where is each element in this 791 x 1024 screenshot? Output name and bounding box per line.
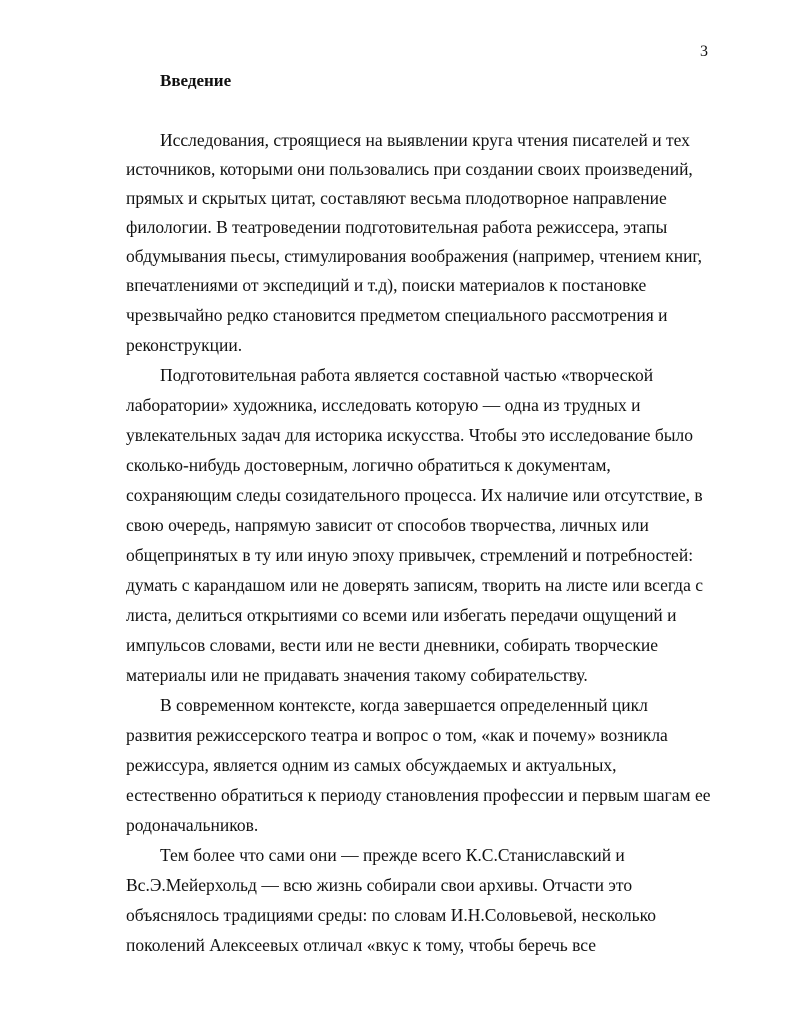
text-line: прямых и скрытых цитат, составляют весьма плодотворное направление bbox=[126, 188, 667, 208]
text-line: объяснялось традициями среды: по словам И.Н.Соловьевой, несколько bbox=[126, 905, 656, 925]
text-line: обдумывания пьесы, стимулирования воображения (например, чтением книг, bbox=[126, 246, 703, 266]
text-line: чрезвычайно редко становится предметом специального рассмотрения и bbox=[126, 305, 668, 325]
text-line: листа, делиться открытиями со всеми или избегать передачи ощущений и bbox=[126, 605, 677, 625]
text-line: Исследования, строящиеся на выявлении круга чтения писателей и тех bbox=[160, 130, 690, 150]
text-line: свою очередь, напрямую зависит от способов творчества, личных или bbox=[126, 515, 649, 535]
page-number: 3 bbox=[700, 43, 708, 60]
text-line: естественно обратиться к периоду становления профессии и первым шагам ее bbox=[126, 785, 711, 805]
text-line: родоначальников. bbox=[126, 815, 259, 835]
section-heading: Введение bbox=[160, 71, 232, 90]
text-line: общепринятых в ту или иную эпоху привычек, стремлений и потребностей: bbox=[126, 545, 694, 565]
text-line: сохраняющим следы созидательного процесса. Их наличие или отсутствие, в bbox=[126, 485, 703, 505]
text-line: филологии. В театроведении подготовительная работа режиссера, этапы bbox=[126, 217, 668, 237]
text-line: впечатлениями от экспедиций и т.д), поиски материалов к постановке bbox=[126, 275, 647, 295]
text-line: Подготовительная работа является составной частью «творческой bbox=[160, 365, 654, 385]
text-line: импульсов словами, вести или не вести дневники, собирать творческие bbox=[126, 635, 659, 655]
text-line: режиссура, является одним из самых обсуждаемых и актуальных, bbox=[126, 755, 617, 775]
text-line: источников, которыми они пользовались при создании своих произведений, bbox=[126, 159, 693, 179]
text-line: развития режиссерского театра и вопрос о том, «как и почему» возникла bbox=[126, 725, 668, 745]
text-line: реконструкции. bbox=[126, 335, 243, 355]
text-line: сколько-нибудь достоверным, логично обратиться к документам, bbox=[126, 455, 611, 475]
text-line: Тем более что сами они — прежде всего К.С.Станиславский и bbox=[160, 845, 625, 865]
text-line: думать с карандашом или не доверять записям, творить на листе или всегда с bbox=[126, 575, 703, 595]
text-line: материалы или не придавать значения такому собирательству. bbox=[126, 665, 588, 685]
text-line: Вс.Э.Мейерхольд — всю жизнь собирали свои архивы. Отчасти это bbox=[126, 875, 633, 895]
text-line: лаборатории» художника, исследовать которую — одна из трудных и bbox=[126, 395, 641, 415]
text-line: В современном контексте, когда завершается определенный цикл bbox=[160, 695, 648, 715]
text-line: поколений Алексеевых отличал «вкус к тому, чтобы беречь все bbox=[126, 935, 597, 955]
text-line: увлекательных задач для историка искусства. Чтобы это исследование было bbox=[126, 425, 694, 445]
